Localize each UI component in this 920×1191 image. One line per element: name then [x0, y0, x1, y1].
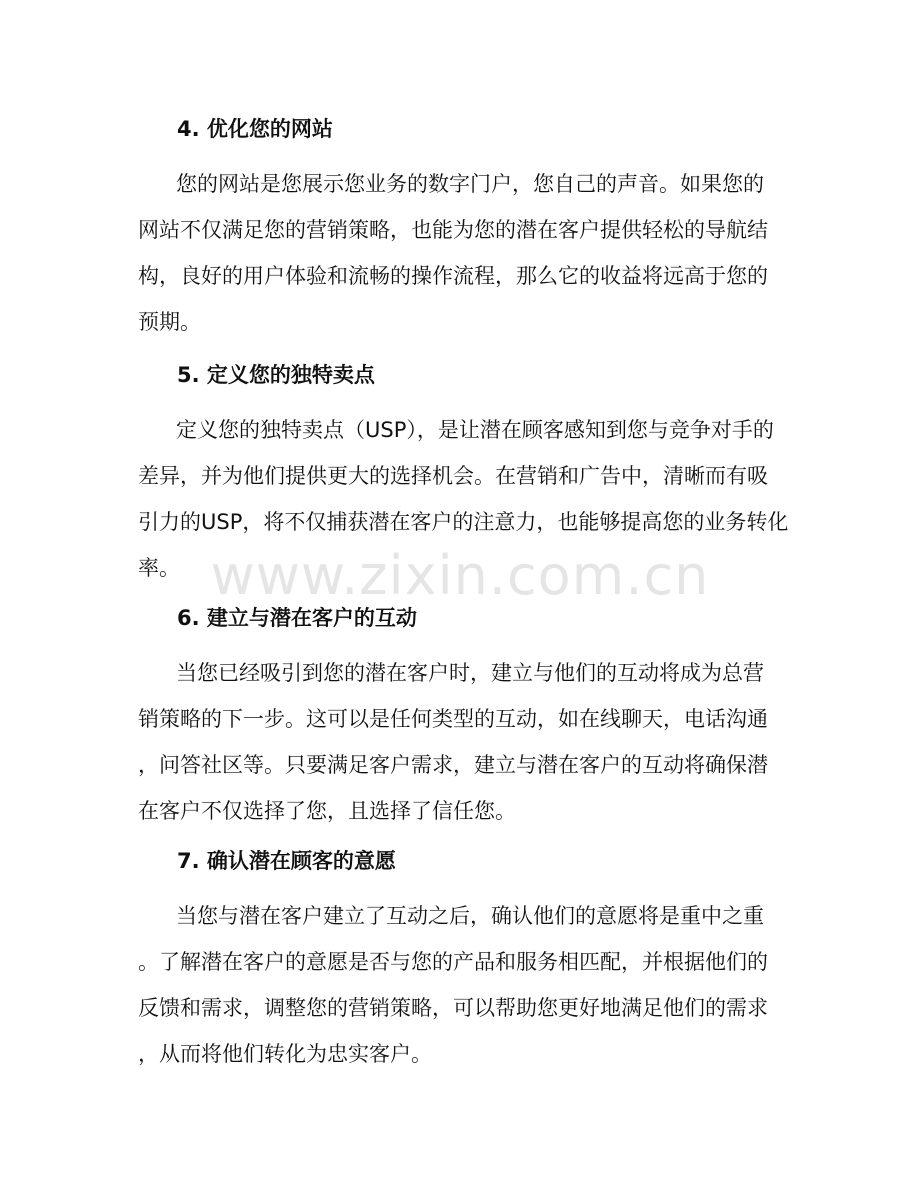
- section-paragraph: [138, 161, 788, 345]
- paragraph-line: 当您与潜在客户建立了互动之后，确认他们的意愿将是重中之重: [176, 904, 764, 928]
- section-heading: 5. 定义您的独特卖点: [177, 363, 375, 387]
- paragraph-line: 预期。: [138, 310, 201, 334]
- paragraph-line: 差异，并为他们提供更大的选择机会。在营销和广告中，清晰而有吸: [138, 464, 768, 488]
- paragraph-line: ，问答社区等。只要满足客户需求，建立与潜在客户的互动将确保潜: [138, 753, 768, 777]
- section-heading: 7. 确认潜在顾客的意愿: [177, 849, 396, 873]
- paragraph-line: ，从而将他们转化为忠实客户。: [138, 1042, 432, 1066]
- paragraph-line: 率。: [138, 556, 180, 580]
- paragraph-line: 引力的USP，将不仅捕获潜在客户的注意力，也能够提高您的业务转化: [138, 510, 789, 534]
- section-heading: 6. 建立与潜在客户的互动: [177, 606, 417, 630]
- paragraph-line: 网站不仅满足您的营销策略，也能为您的潜在客户提供轻松的导航结: [138, 218, 768, 242]
- paragraph-line: 当您已经吸引到您的潜在客户时，建立与他们的互动将成为总营: [176, 661, 764, 685]
- paragraph-line: 销策略的下一步。这可以是任何类型的互动，如在线聊天，电话沟通: [138, 707, 768, 731]
- watermark: www.zixin.com.cn: [210, 544, 710, 607]
- paragraph-line: 在客户不仅选择了您，且选择了信任您。: [138, 799, 516, 823]
- paragraph-line: 反馈和需求，调整您的营销策略，可以帮助您更好地满足他们的需求: [138, 996, 768, 1020]
- paragraph-line: 定义您的独特卖点（USP），是让潜在顾客感知到您与竞争对手的: [176, 418, 774, 442]
- section-paragraph: [138, 407, 788, 591]
- section-paragraph: [138, 893, 788, 1077]
- paragraph-line: 您的网站是您展示您业务的数字门户，您自己的声音。如果您的: [176, 172, 764, 196]
- paragraph-line: 。了解潜在客户的意愿是否与您的产品和服务相匹配，并根据他们的: [138, 950, 768, 974]
- paragraph-line: 构，良好的用户体验和流畅的操作流程，那么它的收益将远高于您的: [138, 264, 768, 288]
- section-heading: 4. 优化您的网站: [177, 117, 333, 141]
- section-paragraph: [138, 650, 788, 834]
